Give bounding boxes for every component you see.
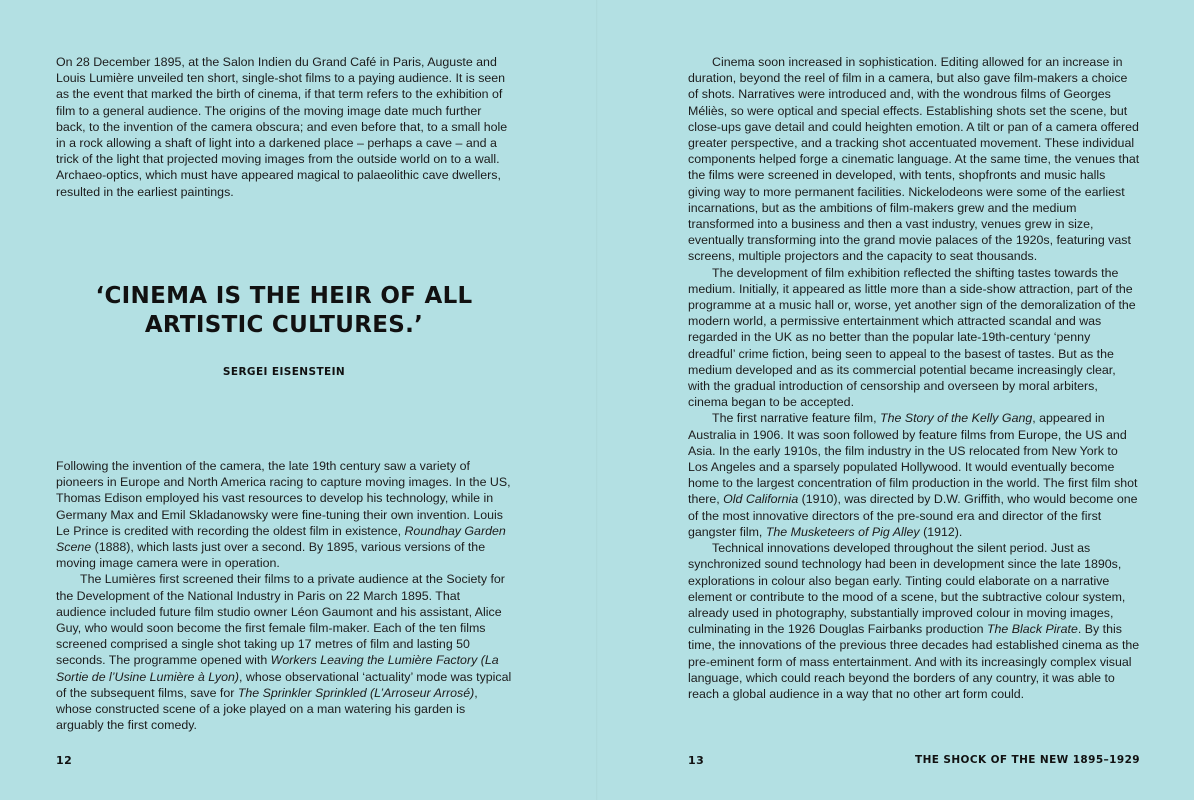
paragraph-exhibition: The development of film exhibition reflected the shifting tastes towards the medium. Initially, it appeared as little more than a side-show attraction, part of the programme at a music hall or, worse, yet another sign of the demoralization of the modern world, a permissive entertainment which attracted scandal and was regarded in the UK as no better than the popular late-19th-century ‘penny dreadful’ crime fiction, being seen to appeal to the basest of tastes. But as the medium developed and as its commercial potential became increasingly clear, with the gradual introduction of censorship and overseen by moral arbiters, cinema began to be accepted. xyxy=(688,265,1136,410)
film-title: Old California xyxy=(723,492,799,507)
text-span: , appeared in Australia in 1906. It was soon followed by feature films from Europe, the US and Asia. In the early 1910s, the film industry in the US relocated from New York to Los Angeles and a sparsely populated Hollywood. It would eventually become home to the largest concentration of film production in the world. The first film shot there, xyxy=(688,411,1138,507)
paragraph-technical xyxy=(688,540,1140,702)
page-number-right: 13 xyxy=(688,754,705,767)
intro-text-block xyxy=(56,54,512,200)
quote-attribution: SERGEI EISENSTEIN xyxy=(222,366,346,378)
film-title: The Sprinkler Sprinkled (L’Arroseur Arrosé) xyxy=(237,685,475,700)
film-title: Roundhay Garden Scene xyxy=(56,523,506,555)
text-span: The Lumières first screened their films to a private audience at the Society for the Development of the National Industry in Paris on 22 March 1895. That audience included future film studio owner Léon Gaumont and his assistant, Alice Guy, who would soon become the first female film-maker. Each of the ten films screened comprised a single shot taking up 17 metres of film and lasting 50 seconds. The programme opened with xyxy=(56,572,505,668)
text-span: (1888), which lasts just over a second. By 1895, various versions of the moving image camera were in operation. xyxy=(56,540,486,571)
paragraph-sophistication: Cinema soon increased in sophistication. Editing allowed for an increase in duration, beyond the reel of film in a camera, but also gave film-makers a choice of shots. Narratives were introduced and, with the wondrous films of Georges Méliès, so were optical and special effects. Establishing shots set the scene, but close-ups gave detail and could heighten emotion. A tilt or pan of a camera offered greater perspective, and a tracking shot accentuated movement. These individual components helped forge a cinematic language. At the same time, the venues that the films were screened in developed, with tents, shopfronts and music halls giving way to more permanent facilities. Nickelodeons were some of the earliest incarnations, but as the ambitions of film-makers grew and the medium transformed into a business and then a vast industry, venues grew in size, eventually transforming into the grand movie palaces of the 1920s, featuring vast screens, multiple projectors and the capacity to seat thousands. xyxy=(688,55,1140,264)
text-span: The first narrative feature film, xyxy=(712,411,881,426)
text-span: . By this time, the innovations of the previous three decades had established cinema as the pre-eminent form of mass entertainment. And with its increasingly complex visual language, which could reach beyond the borders of any country, it was able to reach a global audience in a way that no other art form could. xyxy=(688,622,1140,701)
paragraph-feature-film xyxy=(688,410,1140,540)
text-span: , whose constructed scene of a joke played on a man watering his garden is arguably the first comedy. xyxy=(56,685,478,733)
running-head: THE SHOCK OF THE NEW 1895–1929 xyxy=(915,754,1140,766)
film-title: The Black Pirate xyxy=(986,622,1078,637)
pull-quote: ‘CINEMA IS THE HEIR OF ALL ARTISTIC CULTURES.’ xyxy=(95,283,473,338)
page-number-left: 12 xyxy=(56,754,73,767)
text-span: (1912). xyxy=(919,524,963,539)
intro-paragraph: On 28 December 1895, at the Salon Indien du Grand Café in Paris, Auguste and Louis Lumière unveiled ten short, single-shot films to a paying audience. It is seen as the event that marked the birth of cinema, if that term refers to the exhibition of film to a general audience. The origins of the moving image date much further back, to the invention of the camera obscura; and even before that, to a small hole in a rock allowing a shaft of light into a darkened place – perhaps a cave – and a trick of the light that projected moving images from the outside world on to a wall. Archaeo-optics, which must have appeared magical to palaeolithic cave dwellers, resulted in the earliest paintings. xyxy=(56,55,508,199)
text-span: Following the invention of the camera, the late 19th century saw a variety of pioneers in Europe and North America racing to capture moving images. In the US, Thomas Edison employed his vast resources to develop his technology, while in Germany Max and Emil Skladanowsky were fine-tuning their own invention. Louis Le Prince is credited with recording the oldest film in existence, xyxy=(56,459,511,538)
paragraph-pioneers xyxy=(56,458,512,571)
film-title: The Musketeers of Pig Alley xyxy=(765,524,920,539)
text-span: , whose observational ‘actuality’ mode was typical of the subsequent films, save for xyxy=(56,669,512,700)
right-text-block xyxy=(688,54,1140,702)
right-page xyxy=(597,0,1194,800)
text-span: (1910), was directed by D.W. Griffith, who would become one of the most innovative directors of the pre-sound era and director of the first gangster film, xyxy=(688,492,1138,539)
paragraph-lumiere-screening xyxy=(56,571,512,733)
text-span: Technical innovations developed throughout the silent period. Just as synchronized sound technology had been in development since the late 1890s, explorations in colour also began early. Tinting could elaborate on a narrative element or contribute to the mood of a scene, but the subtractive colour system, already used in photography, substantially improved colour in moving images, culminating in the 1926 Douglas Fairbanks production xyxy=(688,541,1126,637)
lower-text-block xyxy=(56,458,512,733)
film-title: Workers Leaving the Lumière Factory (La Sortie de l’Usine Lumière à Lyon) xyxy=(56,653,499,684)
film-title: The Story of the Kelly Gang xyxy=(880,411,1033,426)
